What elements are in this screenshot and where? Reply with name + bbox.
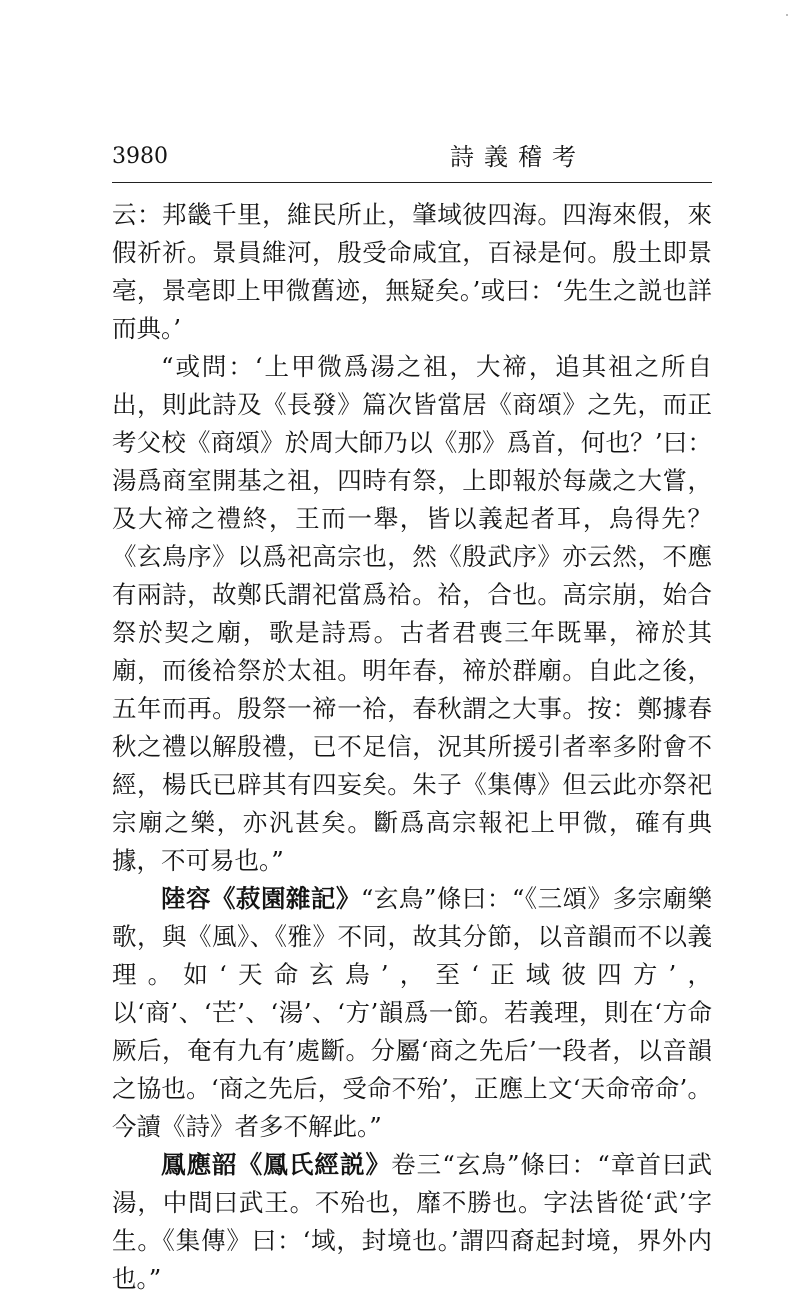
- page-number: 3980: [112, 144, 168, 169]
- paragraph-4: [112, 1146, 712, 1298]
- paragraph-text: “或問：‘上甲微爲湯之祖，大禘，追其祖之所自出，則此詩及《長發》篇次皆當居《商頌》之先，而正考父校《商頌》於周大師乃以《那》爲首，何也？’曰：湯爲商室開基之祖，四時有祭，上即報於每歲之大嘗，及大禘之禮終，王而一舉，皆以義起者耳，烏得先？《玄鳥序》以爲祀高宗也，然《殷武序》亦云然，不應有兩詩，故鄭氏謂祀當爲祫。祫，合也。高宗崩，始合祭於契之廟，歌是詩焉。古者君喪三年既畢，禘於其廟，而後祫祭於太祖。明年春，禘於群廟。自此之後，五年而再。殷祭一禘一祫，春秋謂之大事。按：鄭據春秋之禮以解殷禮，已不足信，況其所援引者率多附會不經，楊氏已辟其有四妄矣。朱子《集傳》但云此亦祭祀宗廟之樂，亦汎甚矣。斷爲高宗報祀上甲微，確有典據，不可易也。”: [112, 352, 712, 875]
- header-rule: [112, 182, 712, 183]
- cited-work-feng-yingshao: 鳳應韶《鳳氏經説》: [161, 1150, 392, 1179]
- paragraph-text: 云：邦畿千里，維民所止，肇域彼四海。四海來假，來假祈祈。景員維河，殷受命咸宜，百禄是何。殷土即景亳，景亳即上甲微舊迹，無疑矣。’或曰：‘先生之説也詳而典。’: [112, 200, 712, 343]
- paragraph-3: [112, 880, 712, 1146]
- page-header: [112, 143, 712, 183]
- paragraph-text: “玄鳥”條曰：“《三頌》多宗廟樂歌，與《風》、《雅》不同，故其分節，以音韻而不以義理。如‘天命玄鳥’，至‘正域彼四方’，以‘商’、‘芒’、‘湯’、‘方’韻爲一節。若義理，則在‘方命厥后，奄有九有’處斷。分屬‘商之先后’一段者，以音韻之協也。‘商之先后，受命不殆’，正應上文‘天命帝命’。今讀《詩》者多不解此。”: [112, 884, 713, 1141]
- scan-speck: [786, 14, 788, 16]
- cited-work-luo-rong: 陸容《菽園雜記》: [161, 884, 361, 913]
- body-text: [112, 196, 712, 1298]
- paragraph-text: 卷三“玄鳥”條曰：“章首曰武湯，中間曰武王。不殆也，靡不勝也。字法皆從‘武’字生。《集傳》曰：‘域，封境也。’謂四裔起封境，界外内也。”: [112, 1150, 713, 1293]
- paragraph-2: [112, 348, 712, 880]
- running-title: 詩義稽考: [450, 143, 586, 171]
- paragraph-1: [112, 196, 712, 348]
